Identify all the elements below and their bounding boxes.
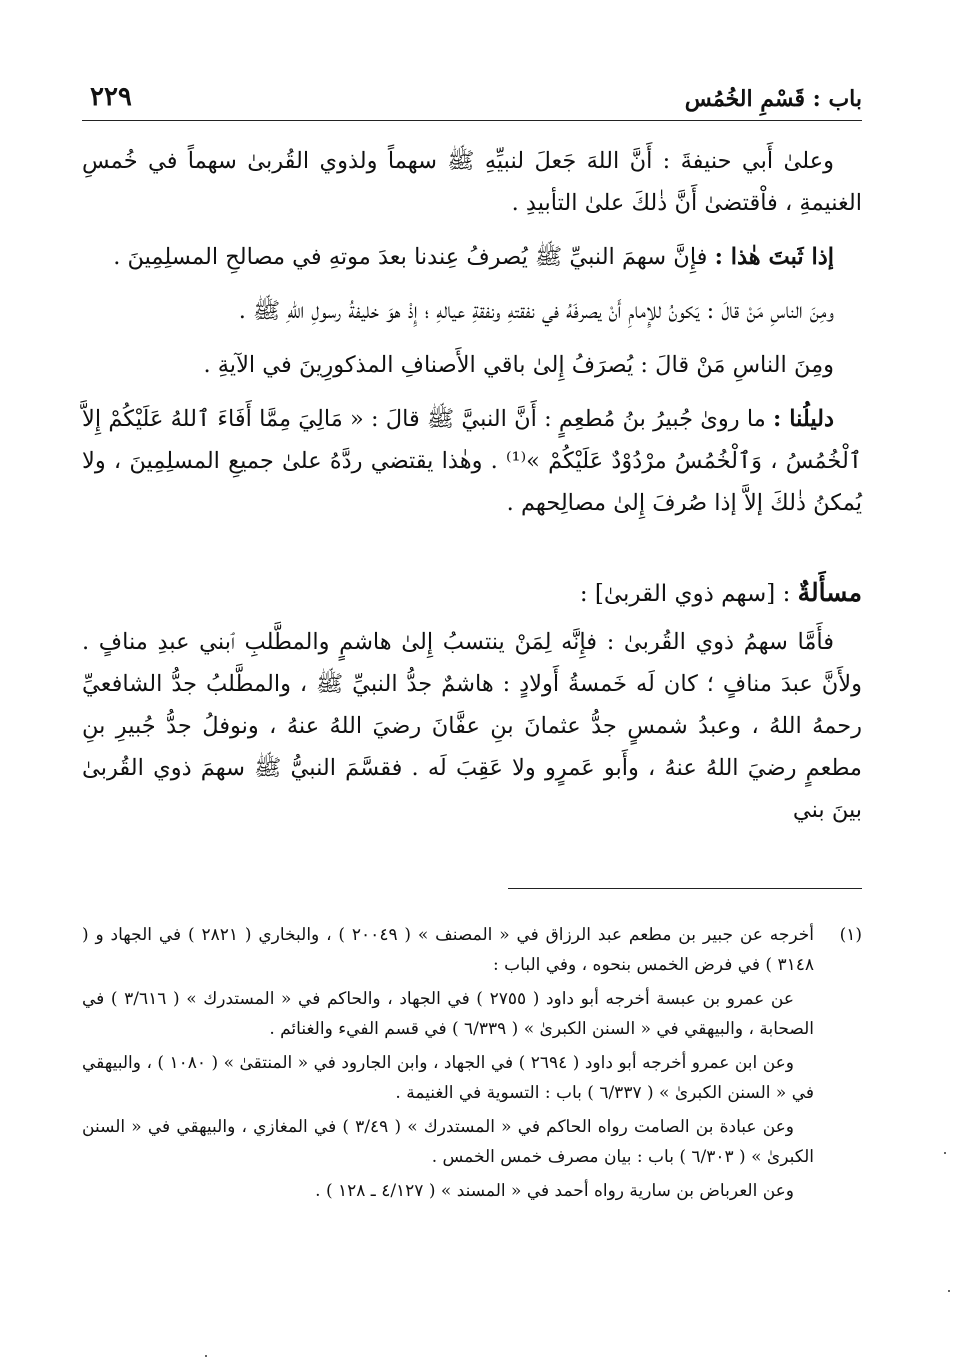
chapter-title: باب : قَسْمِ الخُمُس: [684, 86, 862, 112]
scan-speck: [205, 1355, 207, 1357]
paragraph: [82, 344, 862, 386]
paragraph: [82, 290, 862, 332]
footnote-continuation: وعن عبادة بن الصامت رواه الحاكم في « المستدرك » ( ٣/٤٩ ) في المغازي ، والبيهقي في « السنن الكبرىٰ » ( ٦/٣٠٣ ) باب : بيان مصرف خمس الخمس .: [82, 1117, 814, 1167]
page-number: ٢٢٩: [90, 82, 132, 112]
running-header: [82, 80, 862, 121]
paragraph-text: وعلىٰ أَبي حنيفةَ : أَنَّ اللهَ جَعلَ لنبيِّهِ ﷺ سهماً ولذوي القُربىٰ سهماً في خُمسِ الغنيمةِ ، فاْقتضىٰ أَنَّ ذٰلكَ علىٰ التأبيدِ .: [82, 148, 862, 216]
paragraph-text: فإِنَّ سهمَ النبيِّ ﷺ يُصرفُ عِندنا بعدَ موتهِ في مصالحِ المسلِمِينَ .: [113, 244, 708, 270]
footnotes: [82, 920, 862, 1210]
paragraph-lead: دليلُنا :: [773, 406, 834, 432]
paragraph-text: ما روىٰ جُبيرُ بنُ مُطعِمٍ : أَنَّ النبيَّ ﷺ قالَ : « مَالِيَ مِمَّا أَفَاءَ ٱللهُ عَلَيْكُمْ إِلاَّ ٱلْخُمُسُ ، وَٱلْخُمُسُ مرْدُوْدٌ عَلَيْكُمْ »⁽¹⁾ . وهٰذا يقتضي ردَّهُ علىٰ جميعِ المسلِمِينَ ، ولا يُمكنُ ذٰلكَ إلاَّ إذا صُرفَ إِلىٰ مصالِحهم .: [82, 406, 862, 516]
scan-speck: [944, 1152, 946, 1154]
paragraph-lead: إذا ثَبتَ هٰذا :: [714, 244, 834, 270]
paragraph: [82, 140, 862, 224]
footnote-continuation: عن عمرو بن عبسة أخرجه أبو داود ( ٢٧٥٥ ) في الجهاد ، والحاكم في « المستدرك » ( ٣/٦١٦ ) في الصحابة ، والبيهقي في « السنن الكبرىٰ » ( ٦/٣٣٩ ) في قسم الفيء والغنائم .: [82, 989, 814, 1039]
scan-speck: [948, 1290, 950, 1292]
footnote-number: (١): [839, 925, 862, 945]
footnote-separator: [508, 888, 862, 889]
paragraph-text: ومِنَ الناسِ مَنْ قالَ : يُصرَفُ إِلىٰ باقي الأَصنافِ المذكورِينَ في الآيةِ .: [203, 352, 834, 378]
footnote-continuation: وعن ابن عمرو أخرجه أبو داود ( ٢٦٩٤ ) في الجهاد ، وابن الجارود في « المنتقىٰ » ( ١٠٨٠ ) ، والبيهقي في « السنن الكبرىٰ » ( ٦/٣٣٧ ) باب : التسوية في الغنيمة .: [82, 1053, 814, 1103]
section-heading-label: : [سهم ذوي القربىٰ] :: [579, 581, 791, 607]
paragraph: [82, 236, 862, 278]
paragraph: [82, 398, 862, 524]
paragraph-text: ومِنَ الناسِ مَنْ قالَ : يَكونُ للإِمامِ أَنْ يصرفَهُ في نفقتهِ ونفقةِ عيالهِ ؛ إِذْ هوَ خليفةُ رسولِ اللهِ ﷺ .: [238, 298, 834, 324]
footnote: [82, 920, 862, 980]
footnote-continuation: وعن العرباض بن سارية رواه أحمد في « المسند » ( ٤/١٢٧ ـ ١٢٨ ) .: [315, 1181, 794, 1201]
section-heading: [82, 572, 862, 615]
paragraph-text: فأَمَّا سهمُ ذوي القُربىٰ : فإِنَّه لِمَنْ ينتسبُ إِلىٰ هاشمٍ والمطَّلبِ ٱبني عبدِ منافٍ . ولأَنَّ عبدَ منافٍ ؛ كان لَه خَمسةُ أَولادٍ : هاشمٌ جدُّ النبيِّ ﷺ ، والمطَّلبُ جدُّ الشافعيِّ رحمهُ اللهُ ، وعبدُ شمسٍ جدُّ عثمانَ بنِ عفَّانَ رضيَ اللهُ عنهُ ، ونوفلُ جدُّ جُبيرِ بنِ مطعمٍ رضيَ اللهُ عنهُ ، وأَبو عَمرٍو ولا عَقِبَ لَه . فقسَّمَ النبيُّ ﷺ سهمَ ذوي القُربىٰ بينَ بني: [82, 629, 862, 823]
paragraph: [82, 621, 862, 831]
main-text: [82, 140, 862, 843]
section-heading-key: مسأَلةٌ: [797, 578, 862, 607]
footnote-text: أخرجه عن جبير بن مطعم عبد الرزاق في « المصنف » ( ٢٠٠٤٩ ) ، والبخاري ( ٢٨٢١ ) في الجهاد و ( ٣١٤٨ ) في فرض الخمس بنحوه ، وفي الباب :: [82, 925, 814, 975]
